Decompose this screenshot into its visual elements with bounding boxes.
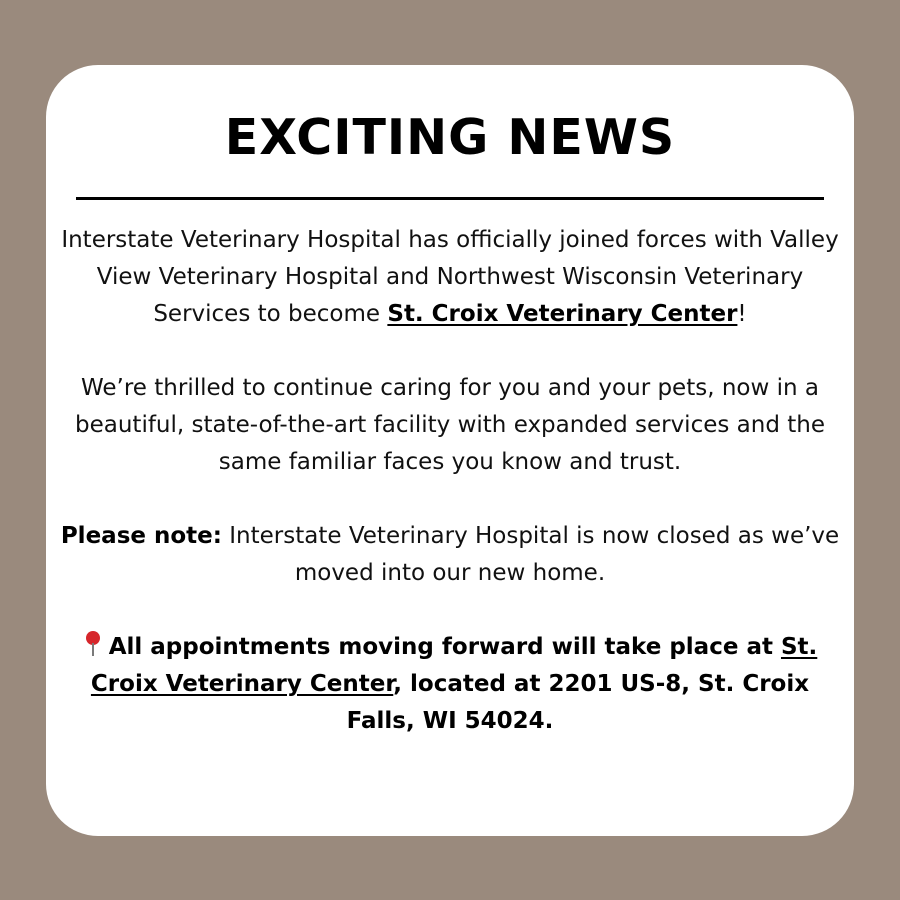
title-divider bbox=[76, 197, 824, 200]
note-paragraph bbox=[60, 518, 840, 592]
round-pushpin-icon bbox=[83, 631, 103, 657]
headline: EXCITING NEWS bbox=[224, 109, 676, 166]
announcement-card bbox=[46, 65, 854, 836]
merger-paragraph bbox=[60, 222, 840, 333]
address-text: , located at 2201 US-8, St. Croix Falls, WI 54024. bbox=[346, 671, 810, 734]
st-croix-link[interactable]: St. Croix Veterinary Center bbox=[387, 301, 738, 327]
st-croix-address-link[interactable]: St. Croix Veterinary Center bbox=[90, 634, 818, 697]
appointments-paragraph bbox=[60, 629, 840, 740]
announcement-body bbox=[60, 222, 840, 740]
note-text: Interstate Veterinary Hospital is now closed as we’ve moved into our new home. bbox=[221, 523, 840, 586]
merger-exclamation: ! bbox=[737, 301, 747, 327]
merger-text: Interstate Veterinary Hospital has officially joined forces with Valley View Veterinary Hospital and Northwest Wisconsin Veterinary Services to become bbox=[61, 227, 839, 327]
note-label: Please note: bbox=[60, 523, 222, 549]
appointments-text: All appointments moving forward will take place at bbox=[108, 634, 781, 660]
thrilled-paragraph: We’re thrilled to continue caring for you and your pets, now in a beautiful, state-of-the-art facility with expanded services and the same familiar faces you know and trust. bbox=[75, 375, 825, 475]
